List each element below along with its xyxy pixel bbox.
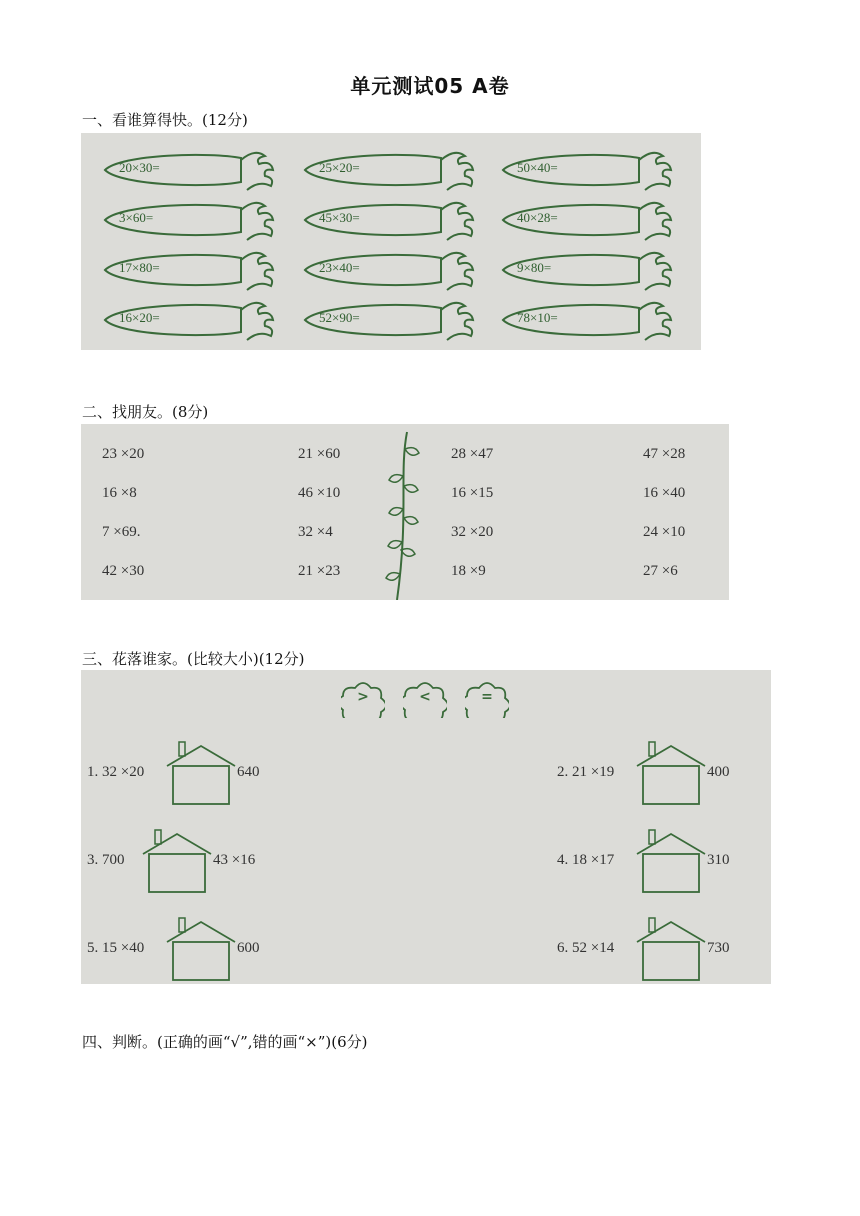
compare-left: 3. 700 <box>87 852 125 868</box>
section3-heading: 三、花落谁家。(比较大小)(12分) <box>82 650 305 668</box>
house-icon[interactable] <box>635 916 707 982</box>
section4-heading: 四、判断。(正确的画“√”,错的画“×”)(6分) <box>82 1033 368 1051</box>
carrot-expression: 25×20= <box>319 160 360 175</box>
compare-left: 1. 32 ×20 <box>87 764 145 780</box>
compare-item <box>81 828 771 898</box>
friend-expression: 32 ×4 <box>298 524 333 540</box>
compare-right: 400 <box>707 764 730 780</box>
friend-expression: 16 ×40 <box>643 485 686 501</box>
friend-expression: 47 ×28 <box>643 446 686 462</box>
carrot-expression: 23×40= <box>319 260 360 275</box>
carrot-item <box>301 246 481 294</box>
compare-right: 43 ×16 <box>213 852 256 868</box>
friend-expression: 21 ×60 <box>298 446 341 462</box>
carrot-expression: 40×28= <box>517 210 558 225</box>
section1-heading: 一、看谁算得快。(12分) <box>82 111 248 129</box>
friend-expression: 16 ×8 <box>102 485 137 501</box>
carrot-item <box>101 246 281 294</box>
friend-expression: 42 ×30 <box>102 563 145 579</box>
compare-left: 2. 21 ×19 <box>557 764 615 780</box>
carrot-item <box>301 296 481 344</box>
carrot-item <box>101 296 281 344</box>
carrot-item <box>101 146 281 194</box>
compare-right: 310 <box>707 852 730 868</box>
carrot-expression: 50×40= <box>517 160 558 175</box>
friend-expression: 46 ×10 <box>298 485 341 501</box>
carrot-expression: 9×80= <box>517 260 552 275</box>
carrot-item <box>499 246 679 294</box>
carrot-item <box>101 196 281 244</box>
flower-symbol: > <box>357 689 369 705</box>
compare-item <box>81 740 771 810</box>
find-friends-panel <box>81 424 729 600</box>
carrot-expression: 16×20= <box>119 310 160 325</box>
section2-heading: 二、找朋友。(8分) <box>82 403 209 421</box>
flower-symbol: = <box>481 689 493 705</box>
friend-expression: 24 ×10 <box>643 524 686 540</box>
compare-right: 640 <box>237 764 260 780</box>
carrot-expression: 20×30= <box>119 160 160 175</box>
flower-symbol: < <box>419 689 431 705</box>
friend-expression: 28 ×47 <box>451 446 494 462</box>
friend-expression: 16 ×15 <box>451 485 494 501</box>
carrot-item <box>499 146 679 194</box>
carrot-item <box>499 296 679 344</box>
compare-left: 5. 15 ×40 <box>87 940 145 956</box>
compare-panel <box>81 670 771 984</box>
house-icon[interactable] <box>635 740 707 806</box>
carrot-expression: 17×80= <box>119 260 160 275</box>
carrot-item <box>301 146 481 194</box>
carrot-expression: 52×90= <box>319 310 360 325</box>
house-icon[interactable] <box>635 828 707 894</box>
flower-icon <box>341 680 385 718</box>
compare-item <box>81 916 771 984</box>
friend-expression: 23 ×20 <box>102 446 145 462</box>
page-title: 单元测试05 A卷 <box>350 74 510 98</box>
compare-right: 600 <box>237 940 260 956</box>
carrot-panel <box>81 133 701 350</box>
vine-icon <box>377 424 427 600</box>
compare-right: 730 <box>707 940 730 956</box>
carrot-expression: 3×60= <box>119 210 154 225</box>
carrot-expression: 78×10= <box>517 310 558 325</box>
compare-left: 6. 52 ×14 <box>557 940 615 956</box>
friend-expression: 32 ×20 <box>451 524 494 540</box>
flower-icon <box>403 680 447 718</box>
compare-left: 4. 18 ×17 <box>557 852 615 868</box>
carrot-expression: 45×30= <box>319 210 360 225</box>
carrot-item <box>499 196 679 244</box>
friend-expression: 21 ×23 <box>298 563 341 579</box>
carrot-item <box>301 196 481 244</box>
friend-expression: 27 ×6 <box>643 563 678 579</box>
friend-expression: 18 ×9 <box>451 563 486 579</box>
flower-icon <box>465 680 509 718</box>
friend-expression: 7 ×69. <box>102 524 141 540</box>
